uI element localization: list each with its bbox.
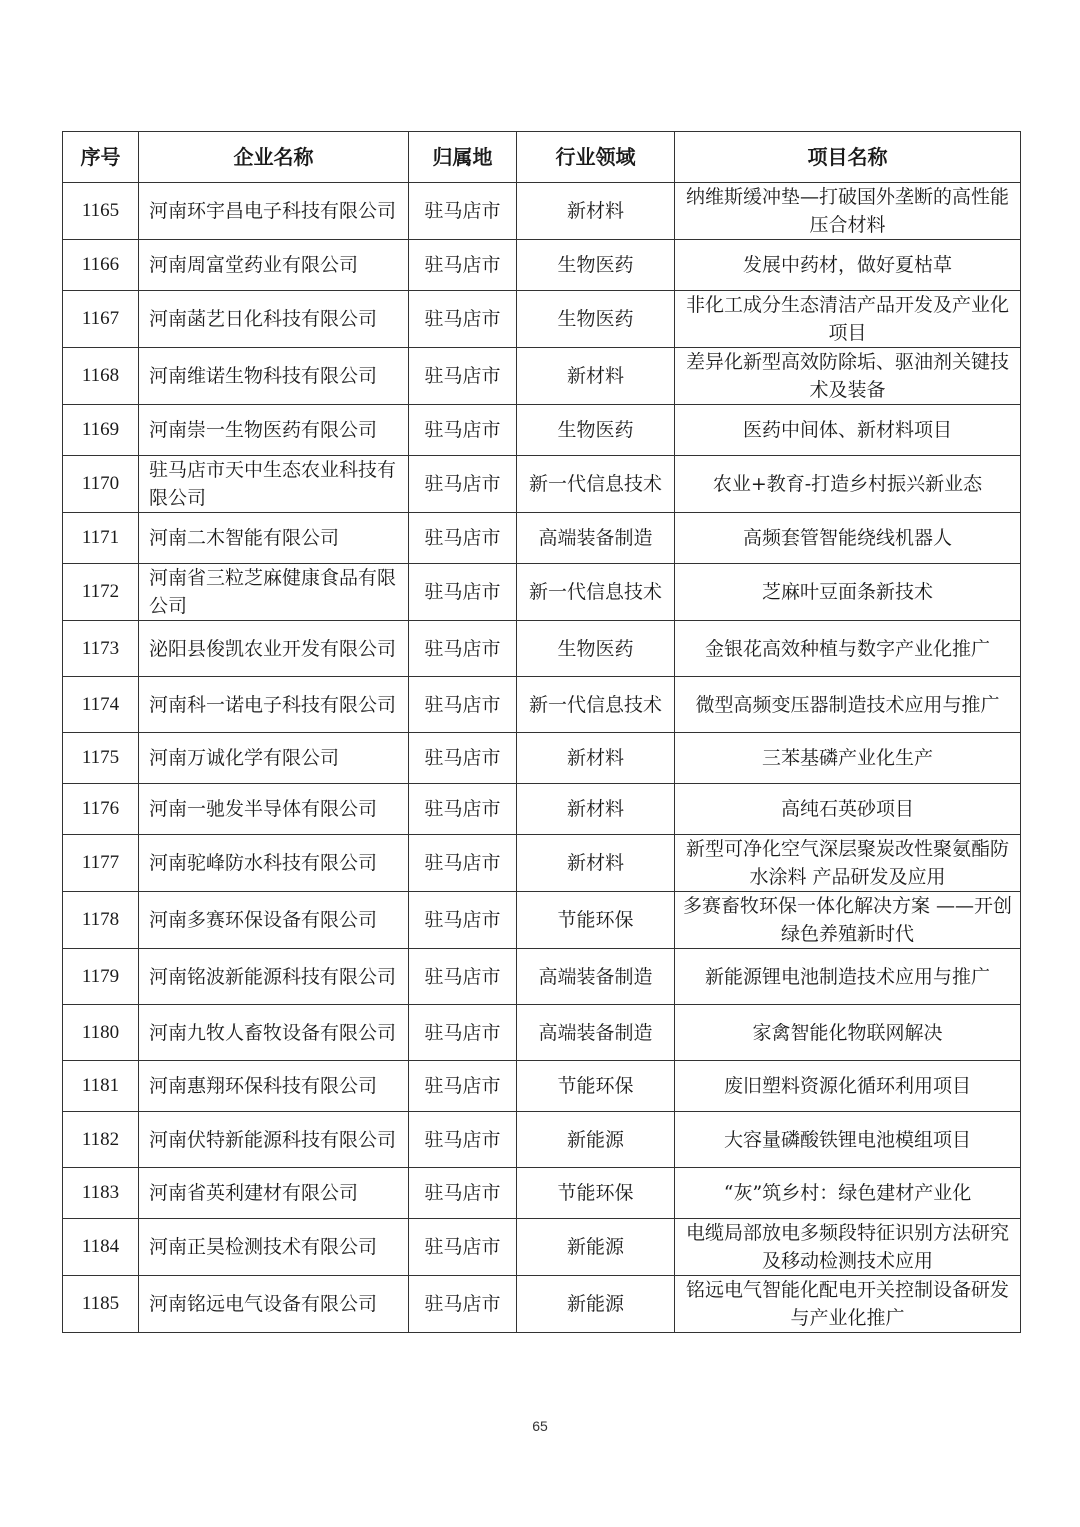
location-cell: 驻马店市	[409, 240, 517, 291]
table-row	[63, 183, 1021, 240]
serial-number-cell: 1174	[63, 677, 139, 733]
location-cell: 驻马店市	[409, 949, 517, 1005]
table-row	[63, 513, 1021, 564]
enterprise-project-table	[62, 131, 1021, 1333]
serial-number-cell: 1179	[63, 949, 139, 1005]
table-row	[63, 621, 1021, 677]
project-name-cell: 纳维斯缓冲垫—打破国外垄断的高性能压合材料	[675, 183, 1021, 240]
location-cell: 驻马店市	[409, 1276, 517, 1333]
location-cell: 驻马店市	[409, 405, 517, 456]
company-name-cell: 驻马店市天中生态农业科技有限公司	[139, 456, 409, 513]
header-industry-field: 行业领域	[517, 132, 675, 183]
serial-number-cell: 1168	[63, 348, 139, 405]
table-row	[63, 949, 1021, 1005]
company-name-cell: 河南省三粒芝麻健康食品有限公司	[139, 564, 409, 621]
document-table-container	[62, 131, 1020, 1333]
project-name-cell: 铭远电气智能化配电开关控制设备研发与产业化推广	[675, 1276, 1021, 1333]
industry-field-cell: 新材料	[517, 183, 675, 240]
industry-field-cell: 高端装备制造	[517, 1005, 675, 1061]
table-row	[63, 835, 1021, 892]
industry-field-cell: 新一代信息技术	[517, 564, 675, 621]
company-name-cell: 河南环宇昌电子科技有限公司	[139, 183, 409, 240]
industry-field-cell: 新能源	[517, 1112, 675, 1168]
industry-field-cell: 节能环保	[517, 1168, 675, 1219]
location-cell: 驻马店市	[409, 733, 517, 784]
table-row	[63, 1219, 1021, 1276]
project-name-cell: 新能源锂电池制造技术应用与推广	[675, 949, 1021, 1005]
serial-number-cell: 1181	[63, 1061, 139, 1112]
company-name-cell: 河南驼峰防水科技有限公司	[139, 835, 409, 892]
project-name-cell: 家禽智能化物联网解决	[675, 1005, 1021, 1061]
serial-number-cell: 1167	[63, 291, 139, 348]
industry-field-cell: 新能源	[517, 1219, 675, 1276]
page-number: 65	[532, 1418, 548, 1434]
company-name-cell: 河南崇一生物医药有限公司	[139, 405, 409, 456]
serial-number-cell: 1169	[63, 405, 139, 456]
location-cell: 驻马店市	[409, 513, 517, 564]
company-name-cell: 河南铭远电气设备有限公司	[139, 1276, 409, 1333]
industry-field-cell: 生物医药	[517, 405, 675, 456]
industry-field-cell: 节能环保	[517, 1061, 675, 1112]
serial-number-cell: 1178	[63, 892, 139, 949]
location-cell: 驻马店市	[409, 892, 517, 949]
project-name-cell: 非化工成分生态清洁产品开发及产业化项目	[675, 291, 1021, 348]
serial-number-cell: 1182	[63, 1112, 139, 1168]
company-name-cell: 河南一驰发半导体有限公司	[139, 784, 409, 835]
serial-number-cell: 1173	[63, 621, 139, 677]
location-cell: 驻马店市	[409, 564, 517, 621]
project-name-cell: 医药中间体、新材料项目	[675, 405, 1021, 456]
company-name-cell: 河南伏特新能源科技有限公司	[139, 1112, 409, 1168]
project-name-cell: “灰”筑乡村：绿色建材产业化	[675, 1168, 1021, 1219]
table-row	[63, 1276, 1021, 1333]
table-row	[63, 291, 1021, 348]
location-cell: 驻马店市	[409, 1061, 517, 1112]
industry-field-cell: 节能环保	[517, 892, 675, 949]
header-serial-number: 序号	[63, 132, 139, 183]
serial-number-cell: 1166	[63, 240, 139, 291]
serial-number-cell: 1170	[63, 456, 139, 513]
company-name-cell: 河南二木智能有限公司	[139, 513, 409, 564]
company-name-cell: 河南省英利建材有限公司	[139, 1168, 409, 1219]
project-name-cell: 微型高频变压器制造技术应用与推广	[675, 677, 1021, 733]
table-body	[63, 183, 1021, 1333]
company-name-cell: 河南维诺生物科技有限公司	[139, 348, 409, 405]
project-name-cell: 废旧塑料资源化循环利用项目	[675, 1061, 1021, 1112]
location-cell: 驻马店市	[409, 1005, 517, 1061]
table-row	[63, 1168, 1021, 1219]
table-row	[63, 456, 1021, 513]
industry-field-cell: 新一代信息技术	[517, 677, 675, 733]
table-row	[63, 405, 1021, 456]
industry-field-cell: 新能源	[517, 1276, 675, 1333]
serial-number-cell: 1184	[63, 1219, 139, 1276]
company-name-cell: 河南周富堂药业有限公司	[139, 240, 409, 291]
serial-number-cell: 1171	[63, 513, 139, 564]
header-company-name: 企业名称	[139, 132, 409, 183]
header-location: 归属地	[409, 132, 517, 183]
location-cell: 驻马店市	[409, 1168, 517, 1219]
serial-number-cell: 1175	[63, 733, 139, 784]
location-cell: 驻马店市	[409, 835, 517, 892]
industry-field-cell: 新材料	[517, 784, 675, 835]
industry-field-cell: 新一代信息技术	[517, 456, 675, 513]
table-row	[63, 240, 1021, 291]
project-name-cell: 金银花高效种植与数字产业化推广	[675, 621, 1021, 677]
company-name-cell: 河南多赛环保设备有限公司	[139, 892, 409, 949]
table-row	[63, 348, 1021, 405]
table-row	[63, 1112, 1021, 1168]
location-cell: 驻马店市	[409, 183, 517, 240]
industry-field-cell: 新材料	[517, 835, 675, 892]
location-cell: 驻马店市	[409, 677, 517, 733]
project-name-cell: 农业+教育-打造乡村振兴新业态	[675, 456, 1021, 513]
company-name-cell: 河南九牧人畜牧设备有限公司	[139, 1005, 409, 1061]
table-row	[63, 1005, 1021, 1061]
project-name-cell: 高纯石英砂项目	[675, 784, 1021, 835]
header-project-name: 项目名称	[675, 132, 1021, 183]
company-name-cell: 河南万诚化学有限公司	[139, 733, 409, 784]
serial-number-cell: 1183	[63, 1168, 139, 1219]
industry-field-cell: 新材料	[517, 348, 675, 405]
table-row	[63, 564, 1021, 621]
serial-number-cell: 1177	[63, 835, 139, 892]
table-row	[63, 733, 1021, 784]
company-name-cell: 河南惠翔环保科技有限公司	[139, 1061, 409, 1112]
serial-number-cell: 1165	[63, 183, 139, 240]
table-row	[63, 784, 1021, 835]
project-name-cell: 芝麻叶豆面条新技术	[675, 564, 1021, 621]
location-cell: 驻马店市	[409, 456, 517, 513]
location-cell: 驻马店市	[409, 1219, 517, 1276]
project-name-cell: 三苯基磷产业化生产	[675, 733, 1021, 784]
location-cell: 驻马店市	[409, 1112, 517, 1168]
company-name-cell: 河南科一诺电子科技有限公司	[139, 677, 409, 733]
industry-field-cell: 生物医药	[517, 240, 675, 291]
location-cell: 驻马店市	[409, 291, 517, 348]
project-name-cell: 多赛畜牧环保一体化解决方案 ——开创绿色养殖新时代	[675, 892, 1021, 949]
company-name-cell: 河南正昊检测技术有限公司	[139, 1219, 409, 1276]
company-name-cell: 河南菡艺日化科技有限公司	[139, 291, 409, 348]
project-name-cell: 大容量磷酸铁锂电池模组项目	[675, 1112, 1021, 1168]
table-row	[63, 892, 1021, 949]
table-row	[63, 677, 1021, 733]
project-name-cell: 新型可净化空气深层聚炭改性聚氨酯防水涂料 产品研发及应用	[675, 835, 1021, 892]
table-row	[63, 1061, 1021, 1112]
industry-field-cell: 新材料	[517, 733, 675, 784]
industry-field-cell: 高端装备制造	[517, 513, 675, 564]
project-name-cell: 差异化新型高效防除垢、驱油剂关键技术及装备	[675, 348, 1021, 405]
company-name-cell: 河南铭波新能源科技有限公司	[139, 949, 409, 1005]
location-cell: 驻马店市	[409, 784, 517, 835]
industry-field-cell: 生物医药	[517, 621, 675, 677]
serial-number-cell: 1185	[63, 1276, 139, 1333]
company-name-cell: 泌阳县俊凯农业开发有限公司	[139, 621, 409, 677]
table-header	[63, 132, 1021, 183]
industry-field-cell: 高端装备制造	[517, 949, 675, 1005]
industry-field-cell: 生物医药	[517, 291, 675, 348]
location-cell: 驻马店市	[409, 348, 517, 405]
serial-number-cell: 1176	[63, 784, 139, 835]
location-cell: 驻马店市	[409, 621, 517, 677]
project-name-cell: 发展中药材，做好夏枯草	[675, 240, 1021, 291]
header-row	[63, 132, 1021, 183]
serial-number-cell: 1180	[63, 1005, 139, 1061]
project-name-cell: 电缆局部放电多频段特征识别方法研究及移动检测技术应用	[675, 1219, 1021, 1276]
serial-number-cell: 1172	[63, 564, 139, 621]
project-name-cell: 高频套管智能绕线机器人	[675, 513, 1021, 564]
